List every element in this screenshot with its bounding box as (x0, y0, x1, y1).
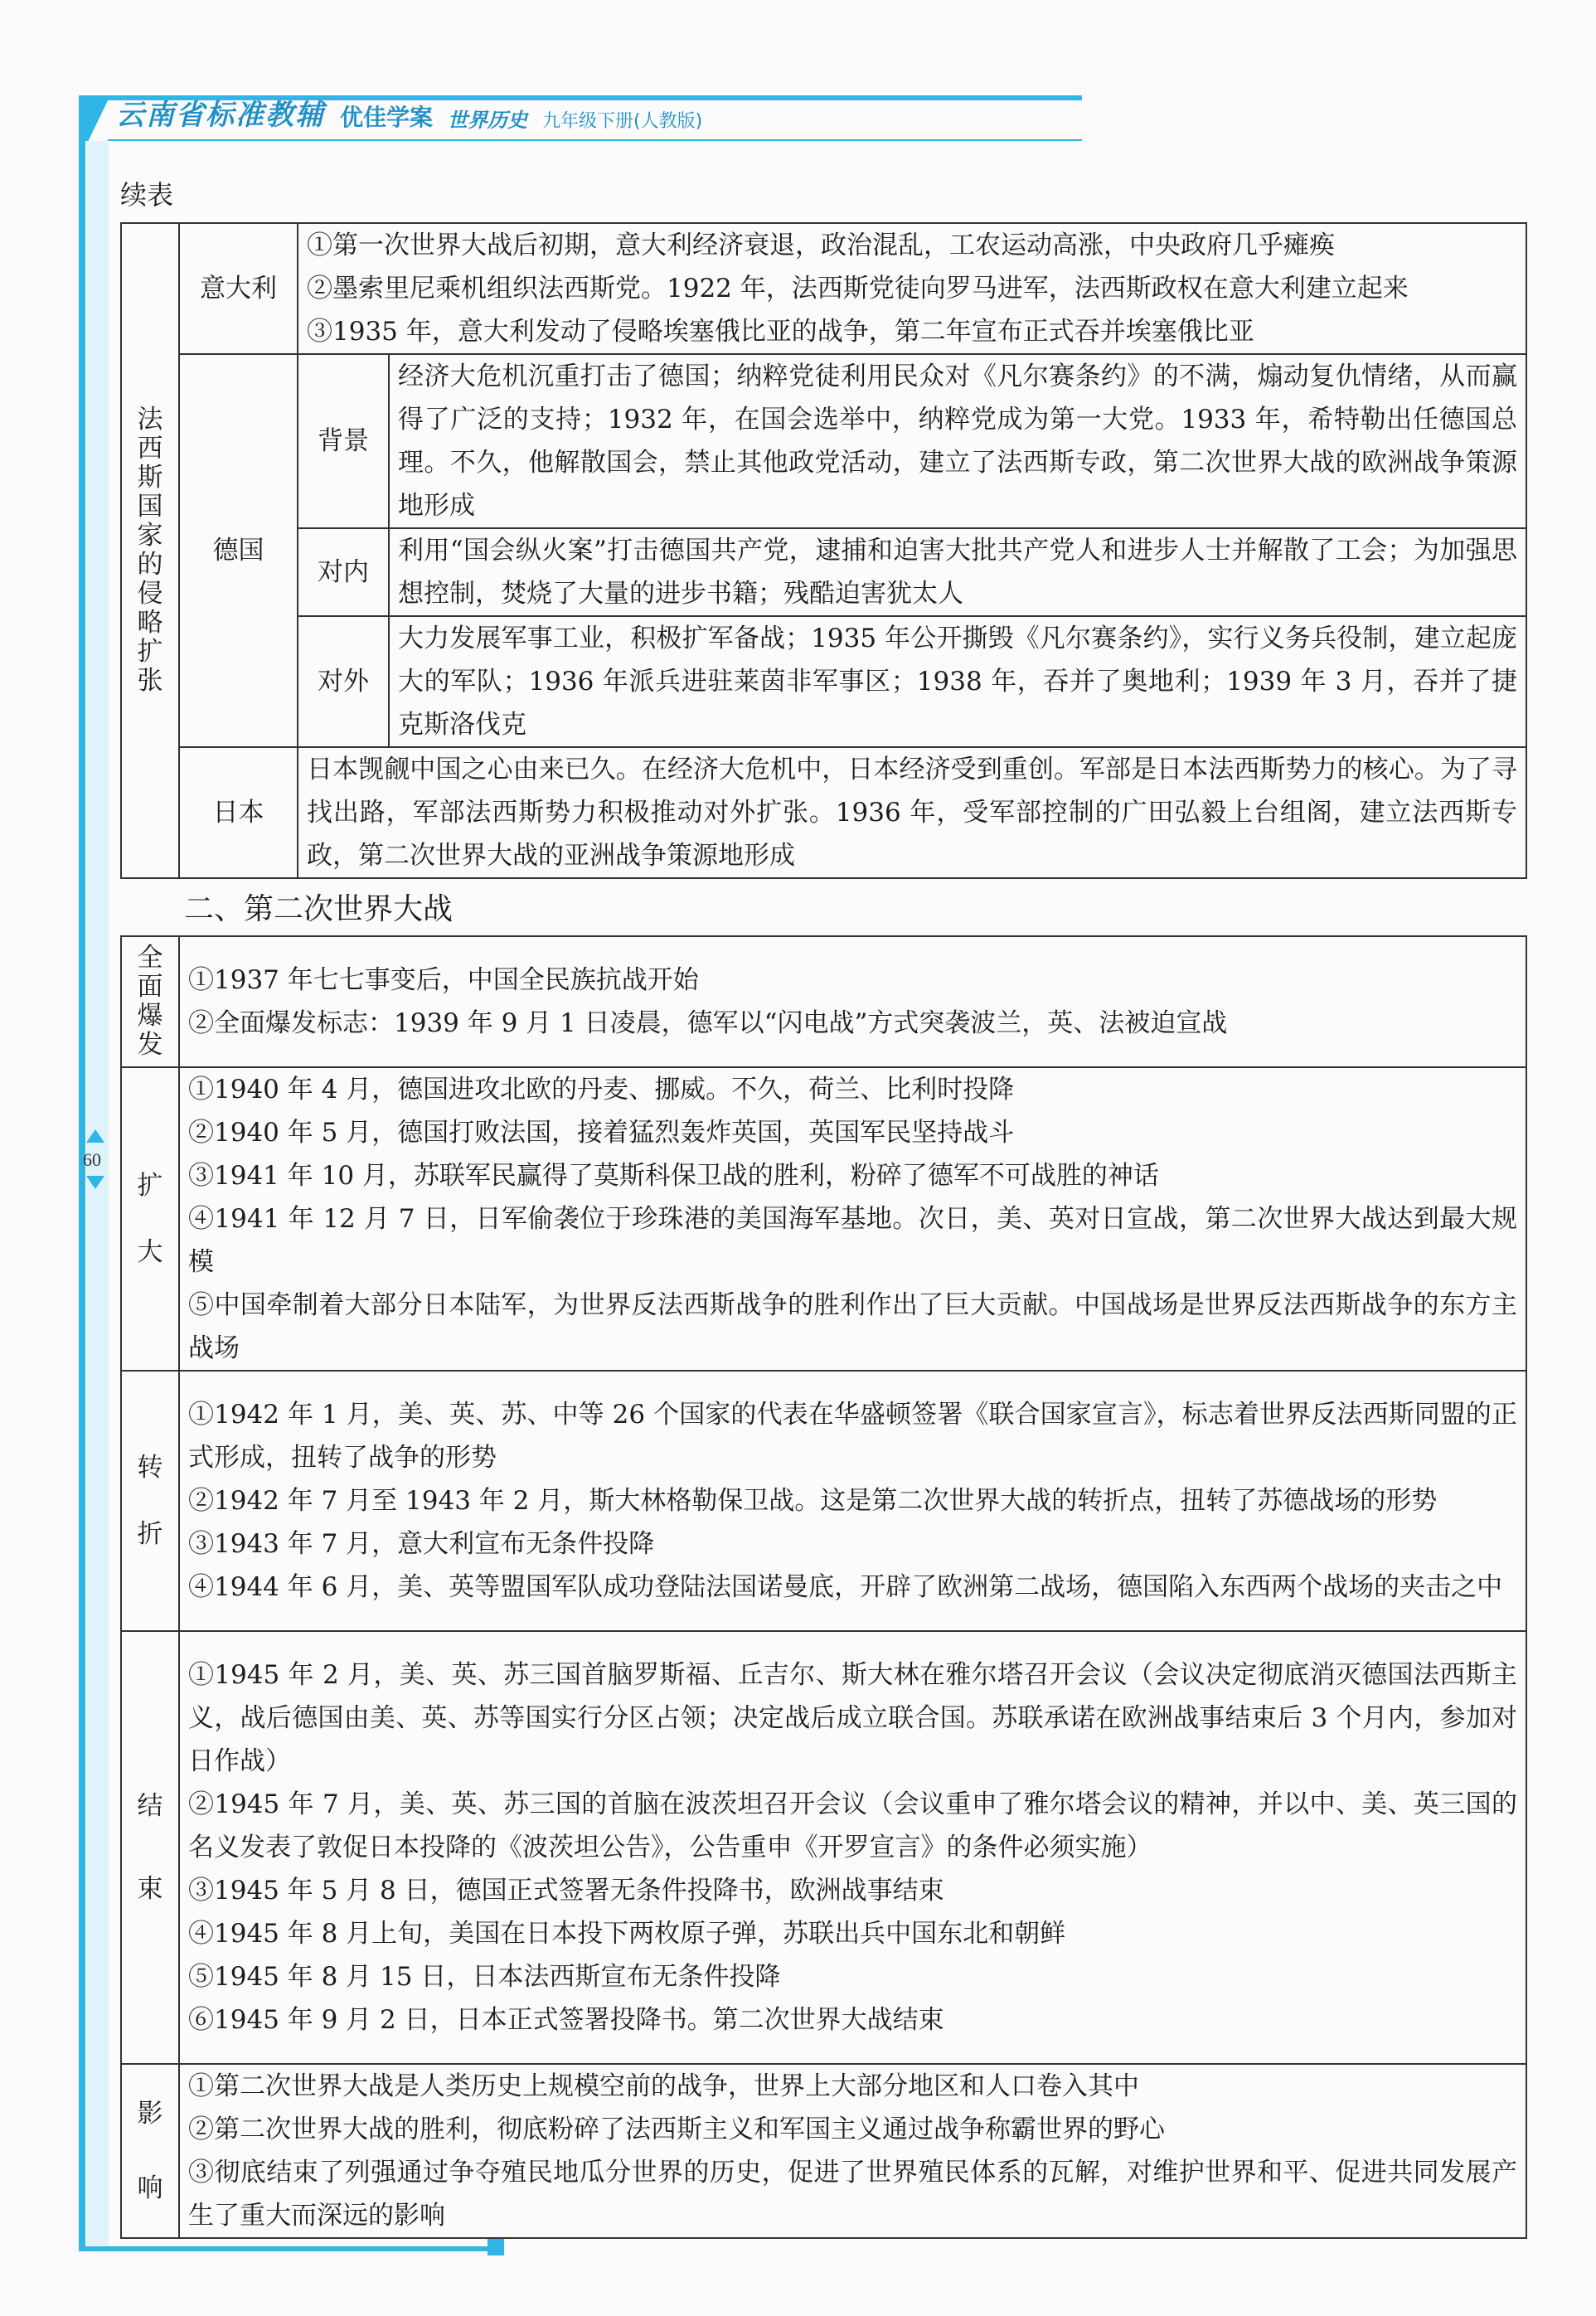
table-row (121, 223, 1526, 354)
end-item: ④1945 年 8 月上旬，美国在日本投下两枚原子弹，苏联出兵中国东北和朝鲜 (188, 1919, 1066, 1949)
impact-item: ①第二次世界大战是人类历史上规模空前的战争，世界上大部分地区和人口卷入其中 (188, 2071, 1139, 2101)
vertical-label-text: 扩大 (137, 1171, 163, 1267)
end-item: ③1945 年 5 月 8 日，德国正式签署无条件投降书，欧洲战事结束 (188, 1876, 944, 1906)
end-item: ②1945 年 7 月，美、英、苏三国的首脑在波茨坦召开会议（会议重申了雅尔塔会议的精神，并以中、美、英三国的名义发表了敦促日本投降的《波茨坦公告》，公告重申《开罗宣言》的条件必须实施） (188, 1789, 1517, 1862)
bottom-border-line (79, 2246, 493, 2251)
label-expand (121, 1067, 179, 1371)
outbreak-content (179, 936, 1526, 1067)
left-border-line (79, 95, 85, 2251)
table-row (121, 528, 1526, 616)
end-item: ⑥1945 年 9 月 2 日，日本正式签署投降书。第二次世界大战结束 (188, 2005, 944, 2035)
impact-item: ②第二次世界大战的胜利，彻底粉碎了法西斯主义和军国主义通过战争称霸世界的野心 (188, 2115, 1165, 2144)
label-impact (121, 2064, 179, 2238)
turn-item: ②1942 年 7 月至 1943 年 2 月，斯大林格勒保卫战。这是第二次世界大战的转折点，扭转了苏德战场的形势 (188, 1486, 1438, 1516)
italy-item: ②墨索里尼乘机组织法西斯党。1922 年，法西斯党徒向罗马进军，法西斯政权在意大利建立起来 (307, 274, 1409, 303)
country-germany: 德国 (179, 354, 298, 747)
expand-item: ③1941 年 10 月，苏联军民赢得了莫斯科保卫战的胜利，粉碎了德军不可战胜的神话 (188, 1161, 1159, 1191)
vertical-label-text: 全面爆发 (137, 943, 163, 1060)
outbreak-item: ②全面爆发标志：1939 年 9 月 1 日凌晨，德军以“闪电战”方式突袭波兰，英、法被迫宣战 (188, 1008, 1228, 1038)
turn-item: ①1942 年 1 月，美、英、苏、中等 26 个国家的代表在华盛顿签署《联合国家宣言》，标志着世界反法西斯同盟的正式形成，扭转了战争的形势 (188, 1400, 1517, 1473)
germany-domestic-text: 利用“国会纵火案”打击德国共产党，逮捕和迫害大批共产党人和进步人士并解散了工会；为加强思想控制，焚烧了大量的进步书籍；残酷迫害犹太人 (389, 528, 1526, 616)
germany-foreign-text: 大力发展军事工业，积极扩军备战；1935 年公开撕毁《凡尔赛条约》，实行义务兵役制，建立起庞大的军队；1936 年派兵进驻莱茵非军事区；1938 年，吞并了奥地利；1939 年 3 月，吞并了捷克斯洛伐克 (389, 616, 1526, 747)
fascist-expansion-table (120, 222, 1527, 879)
ww2-table (120, 935, 1527, 2239)
turn-item: ③1943 年 7 月，意大利宣布无条件投降 (188, 1529, 655, 1559)
grade-label: 九年级下册(人教版) (542, 111, 703, 132)
italy-item: ①第一次世界大战后初期，意大利经济衰退，政治混乱，工农运动高涨，中央政府几乎瘫痪 (307, 231, 1335, 260)
impact-item: ③彻底结束了列强通过争夺殖民地瓜分世界的历史，促进了世界殖民体系的瓦解，对维护世界和平、促进共同发展产生了重大而深远的影响 (188, 2158, 1517, 2231)
table-row (121, 616, 1526, 747)
label-outbreak (121, 936, 179, 1067)
header-underline (108, 139, 1082, 141)
expand-item: ④1941 年 12 月 7 日，日军偷袭位于珍珠港的美国海军基地。次日，美、英对日宣战，第二次世界大战达到最大规模 (188, 1204, 1517, 1277)
table-row (121, 354, 1526, 528)
country-italy: 意大利 (179, 223, 298, 354)
page-marker-up-icon (86, 1129, 104, 1143)
end-item: ①1945 年 2 月，美、英、苏三国首脑罗斯福、丘吉尔、斯大林在雅尔塔召开会议（会议决定彻底消灭德国法西斯主义，战后德国由美、英、苏等国实行分区占领；决定战后成立联合国。苏联承诺在欧洲战事结束后 3 个月内，参加对日作战） (188, 1660, 1517, 1776)
country-japan: 日本 (179, 747, 298, 878)
series-title: 云南省标准教辅 (116, 99, 325, 132)
impact-content (179, 2064, 1526, 2238)
page-header (116, 93, 702, 133)
expand-item: ①1940 年 4 月，德国进攻北欧的丹麦、挪威。不久，荷兰、比利时投降 (188, 1075, 1015, 1105)
table-row (121, 2064, 1526, 2238)
expand-item: ②1940 年 5 月，德国打败法国，接着猛烈轰炸英国，英国军民坚持战斗 (188, 1118, 1015, 1148)
table-row (121, 1371, 1526, 1631)
vertical-label-text: 结束 (137, 1791, 163, 1904)
germany-background-label: 背景 (298, 354, 389, 528)
turn-item: ④1944 年 6 月，美、英等盟国军队成功登陆法国诺曼底，开辟了欧洲第二战场，德国陷入东西两个战场的夹击之中 (188, 1572, 1503, 1602)
table-row (121, 1631, 1526, 2064)
expand-item: ⑤中国牵制着大部分日本陆军，为世界反法西斯战争的胜利作出了巨大贡献。中国战场是世界反法西斯战争的东方主战场 (188, 1290, 1517, 1363)
table-row (121, 1067, 1526, 1371)
vertical-label-text: 法西斯国家的侵略扩张 (137, 405, 163, 696)
outbreak-item: ①1937 年七七事变后，中国全民族抗战开始 (188, 965, 699, 995)
germany-background-text: 经济大危机沉重打击了德国；纳粹党徒利用民众对《凡尔赛条约》的不满，煽动复仇情绪，从而赢得了广泛的支持；1932 年，在国会选举中，纳粹党成为第一大党。1933 年，希特勒出任德国总理。不久，他解散国会，禁止其他政党活动，建立了法西斯专政，第二次世界大战的欧洲战争策源地形成 (389, 354, 1526, 528)
end-content (179, 1631, 1526, 2064)
label-turn (121, 1371, 179, 1631)
turn-content (179, 1371, 1526, 1631)
japan-text: 日本觊觎中国之心由来已久。在经济大危机中，日本经济受到重创。军部是日本法西斯势力的核心。为了寻找出路，军部法西斯势力积极推动对外扩张。1936 年，受军部控制的广田弘毅上台组阁，建立法西斯专政，第二次世界大战的亚洲战争策源地形成 (298, 747, 1526, 878)
book-title: 优佳学案 (340, 104, 434, 131)
page-number: 60 (83, 1149, 101, 1170)
end-item: ⑤1945 年 8 月 15 日，日本法西斯宣布无条件投降 (188, 1962, 781, 1992)
italy-item: ③1935 年，意大利发动了侵略埃塞俄比亚的战争，第二年宣布正式吞并埃塞俄比亚 (307, 317, 1254, 347)
italy-content (298, 223, 1526, 354)
germany-domestic-label: 对内 (298, 528, 389, 616)
page-marker-down-icon (86, 1176, 104, 1189)
continued-label: 续表 (120, 179, 174, 211)
row-header-fascist-expansion (121, 223, 179, 878)
germany-foreign-label: 对外 (298, 616, 389, 747)
margin-band (87, 141, 109, 2251)
expand-content (179, 1067, 1526, 1371)
section-heading: 二、第二次世界大战 (184, 892, 454, 926)
label-end (121, 1631, 179, 2064)
vertical-label-text: 转折 (137, 1453, 163, 1549)
subject-title: 世界历史 (448, 109, 528, 132)
table-row (121, 747, 1526, 878)
corner-ornament (79, 95, 110, 141)
vertical-label-text: 影响 (137, 2099, 163, 2203)
bottom-square-ornament (488, 2239, 504, 2255)
table-row (121, 936, 1526, 1067)
